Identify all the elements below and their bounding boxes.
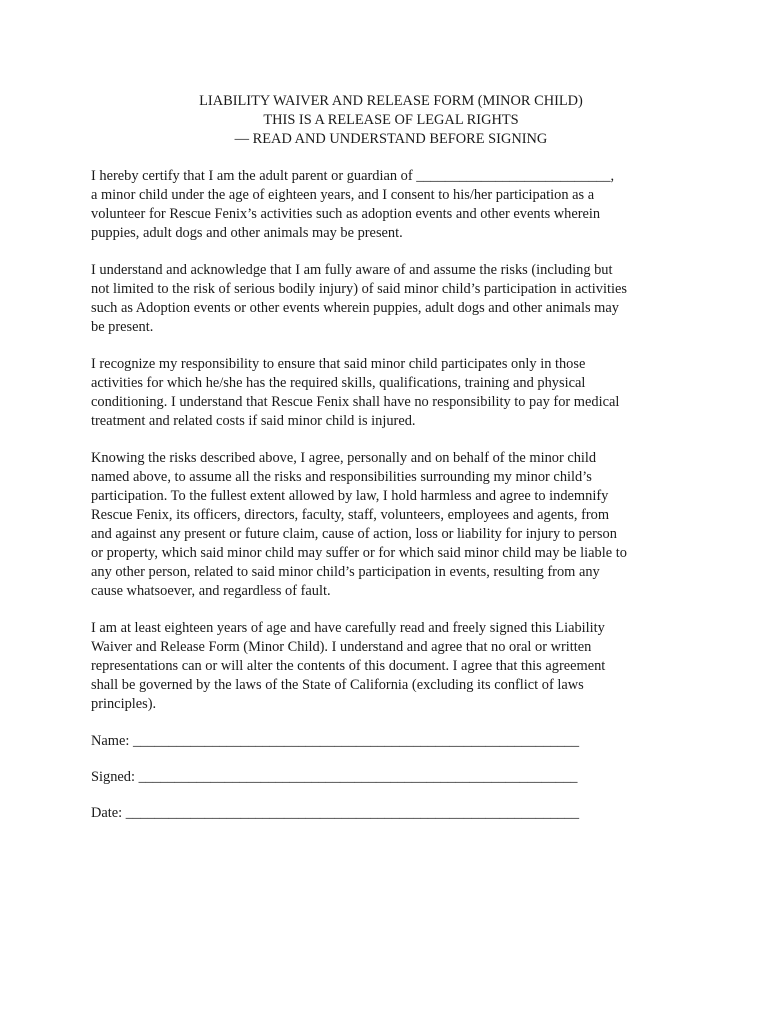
text-line: cause whatsoever, and regardless of fault. <box>91 583 331 599</box>
signature-block <box>91 732 691 823</box>
text-line: conditioning. I understand that Rescue Fenix shall have no responsibility to pay for medical <box>91 394 620 410</box>
text-line: such as Adoption events or other events wherein puppies, adult dogs and other animals may <box>91 300 619 316</box>
text-line: a minor child under the age of eighteen years, and I consent to his/her participation as a <box>91 187 595 203</box>
title-line: LIABILITY WAIVER AND RELEASE FORM (MINOR CHILD) <box>199 93 583 109</box>
text-line: and against any present or future claim, cause of action, loss or liability for injury to person <box>91 526 617 542</box>
text-line: treatment and related costs if said minor child is injured. <box>91 413 416 429</box>
text-line: participation. To the fullest extent allowed by law, I hold harmless and agree to indemnify <box>91 488 609 504</box>
agreement-paragraph <box>91 619 691 714</box>
text-line: activities for which he/she has the required skills, qualifications, training and physical <box>91 375 586 391</box>
text-line: volunteer for Rescue Fenix’s activities such as adoption events and other events wherein <box>91 206 601 222</box>
consent-paragraph <box>91 167 691 243</box>
indemnity-paragraph <box>91 449 691 601</box>
text-line: I hereby certify that I am the adult parent or guardian of ___________________________, <box>91 168 615 184</box>
text-line: I recognize my responsibility to ensure that said minor child participates only in those <box>91 356 586 372</box>
document-page <box>91 92 691 840</box>
text-line: puppies, adult dogs and other animals may be present. <box>91 225 403 241</box>
text-line: named above, to assume all the risks and responsibilities surrounding my minor child’s <box>91 469 592 485</box>
responsibility-paragraph <box>91 355 691 431</box>
text-line: Knowing the risks described above, I agree, personally and on behalf of the minor child <box>91 450 597 466</box>
title-line: — READ AND UNDERSTAND BEFORE SIGNING <box>234 131 548 147</box>
risk-acknowledgement-paragraph <box>91 261 691 337</box>
text-line: shall be governed by the laws of the State of California (excluding its conflict of laws <box>91 677 584 693</box>
name-field[interactable]: Name: ______________________________________________________________ <box>91 733 580 749</box>
signature-field[interactable]: Signed: _____________________________________________________________ <box>91 769 578 785</box>
text-line: Rescue Fenix, its officers, directors, faculty, staff, volunteers, employees and agents, from <box>91 507 610 523</box>
text-line: or property, which said minor child may suffer or for which said minor child may be liable to <box>91 545 627 561</box>
title-line: THIS IS A RELEASE OF LEGAL RIGHTS <box>263 112 519 128</box>
text-line: not limited to the risk of serious bodily injury) of said minor child’s participation in activities <box>91 281 627 297</box>
text-line: principles). <box>91 696 157 712</box>
form-title <box>91 92 691 149</box>
text-line: be present. <box>91 319 154 335</box>
text-line: I am at least eighteen years of age and have carefully read and freely signed this Liability <box>91 620 605 636</box>
text-line: I understand and acknowledge that I am fully aware of and assume the risks (including but <box>91 262 613 278</box>
date-field[interactable]: Date: _______________________________________________________________ <box>91 805 580 821</box>
text-line: representations can or will alter the contents of this document. I agree that this agreement <box>91 658 606 674</box>
text-line: any other person, related to said minor child’s participation in events, resulting from any <box>91 564 600 580</box>
text-line: Waiver and Release Form (Minor Child). I understand and agree that no oral or written <box>91 639 592 655</box>
